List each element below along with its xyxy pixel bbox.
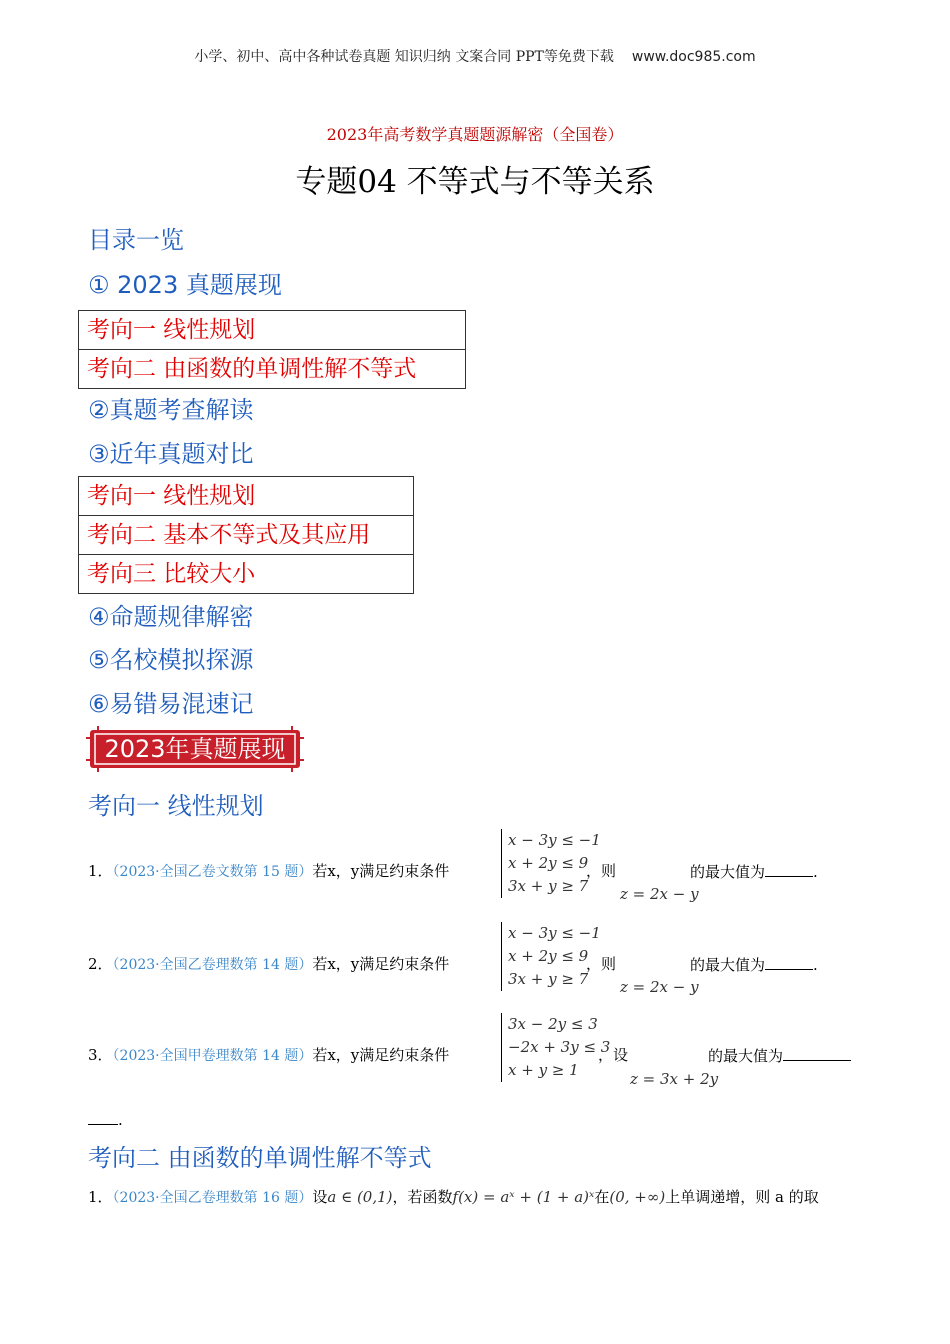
q1-constraint-2: x + 2y ≤ 9 <box>508 854 589 872</box>
section1-heading: 考向一 线性规划 <box>88 792 264 820</box>
s2-q1-mid: ，若函数 <box>392 1188 453 1206</box>
q3-constraint-2: −2x + 3y ≤ 3 <box>508 1038 611 1056</box>
s2-q1-source: （2023·全国乙卷理数第 16 题） <box>112 1190 313 1206</box>
q1-line <box>88 860 449 881</box>
toc-box2-row-1[interactable]: 考向一 线性规划 <box>87 483 256 509</box>
s2-q1-interval: (0, +∞) <box>609 1188 666 1206</box>
header-text: 小学、初中、高中各种试卷真题 知识归纳 文案合同 PPT等免费下载 <box>194 49 614 65</box>
q3-stem: 若x，y满足约束条件 <box>312 1046 450 1064</box>
toc-item-1[interactable]: ① 2023 真题展现 <box>88 271 282 299</box>
q2-constraint-1: x − 3y ≤ −1 <box>508 924 601 942</box>
q3-constraint-3: x + y ≥ 1 <box>508 1061 579 1079</box>
toc-item-3[interactable]: ③近年真题对比 <box>88 440 254 468</box>
q1-constraint-1: x − 3y ≤ −1 <box>508 831 601 849</box>
q2-num: 2． <box>88 955 113 973</box>
section2-heading: 考向二 由函数的单调性解不等式 <box>88 1144 432 1172</box>
q3-num: 3． <box>88 1046 113 1064</box>
q3-continuation <box>88 1108 123 1129</box>
toc-box2-row-3[interactable]: 考向三 比较大小 <box>79 554 413 593</box>
toc-box1-row-2[interactable]: 考向二 由函数的单调性解不等式 <box>79 349 465 388</box>
page-header <box>0 46 950 66</box>
s2-q1-tail: 上单调递增，则 a 的取 <box>665 1188 819 1206</box>
q1-stem: 若x，y满足约束条件 <box>312 862 450 880</box>
s2-q1-in: 在 <box>594 1188 610 1206</box>
q1-end: . <box>813 863 818 881</box>
section-banner <box>86 726 304 772</box>
q3-tail-text: 的最大值为 <box>708 1047 784 1065</box>
toc-heading: 目录一览 <box>88 226 184 254</box>
q2-answer-blank[interactable] <box>765 953 813 970</box>
q1-source: （2023·全国乙卷文数第 15 题） <box>112 864 313 880</box>
toc-item-6[interactable]: ⑥易错易混速记 <box>88 690 254 718</box>
q1-tail-text: 的最大值为 <box>690 863 766 881</box>
q3-objective: z = 3x + 2y <box>630 1070 719 1088</box>
doc-subtitle: 2023年高考数学真题题源解密（全国卷） <box>326 125 624 144</box>
q2-end: . <box>813 956 818 974</box>
q2-constraint-2: x + 2y ≤ 9 <box>508 947 589 965</box>
q2-source: （2023·全国乙卷理数第 14 题） <box>112 957 313 973</box>
q3-mid: ，设 <box>598 1046 629 1064</box>
q1-constraint-3: 3x + y ≥ 7 <box>508 877 589 895</box>
toc-box1-row-1[interactable]: 考向一 线性规划 <box>87 317 256 343</box>
q2-tail <box>690 953 818 975</box>
q2-line <box>88 953 449 974</box>
banner-text: 2023年真题展现 <box>104 735 286 763</box>
s2-q1-num: 1． <box>88 1188 113 1206</box>
header-site-link[interactable]: www.doc985.com <box>631 49 756 65</box>
s2-q1-func: f(x) = aˣ + (1 + a)ˣ <box>452 1188 595 1206</box>
toc-box-2023 <box>78 310 466 389</box>
q3-source: （2023·全国甲卷理数第 14 题） <box>112 1048 313 1064</box>
q3-constraint-1: 3x − 2y ≤ 3 <box>508 1015 598 1033</box>
q1-tail <box>690 860 818 882</box>
q3-line <box>88 1044 449 1065</box>
toc-item-4[interactable]: ④命题规律解密 <box>88 603 254 631</box>
q2-objective: z = 2x − y <box>620 978 699 996</box>
toc-item-5[interactable]: ⑤名校模拟探源 <box>88 646 254 674</box>
s2-q1-pre: 设 <box>312 1188 328 1206</box>
q3-constraints <box>501 1013 610 1082</box>
q2-constraint-3: 3x + y ≥ 7 <box>508 970 589 988</box>
toc-box-recent <box>78 476 414 594</box>
q1-num: 1． <box>88 862 113 880</box>
s2-q1-cond: a ∈ (0,1) <box>327 1188 393 1206</box>
q3-end: . <box>118 1111 123 1129</box>
s2-q1-line <box>88 1186 819 1207</box>
q3-answer-blank-cont[interactable] <box>88 1108 118 1125</box>
q3-tail <box>708 1044 851 1066</box>
q2-tail-text: 的最大值为 <box>690 956 766 974</box>
q3-answer-blank[interactable] <box>783 1044 851 1061</box>
q1-answer-blank[interactable] <box>765 860 813 877</box>
q1-mid: ，则 <box>586 862 617 880</box>
toc-box2-row-2[interactable]: 考向二 基本不等式及其应用 <box>79 515 413 554</box>
q2-stem: 若x，y满足约束条件 <box>312 955 450 973</box>
doc-title: 专题04 不等式与不等关系 <box>295 164 655 200</box>
toc-item-2[interactable]: ②真题考查解读 <box>88 396 254 424</box>
q1-objective: z = 2x − y <box>620 885 699 903</box>
q2-mid: ，则 <box>586 955 617 973</box>
